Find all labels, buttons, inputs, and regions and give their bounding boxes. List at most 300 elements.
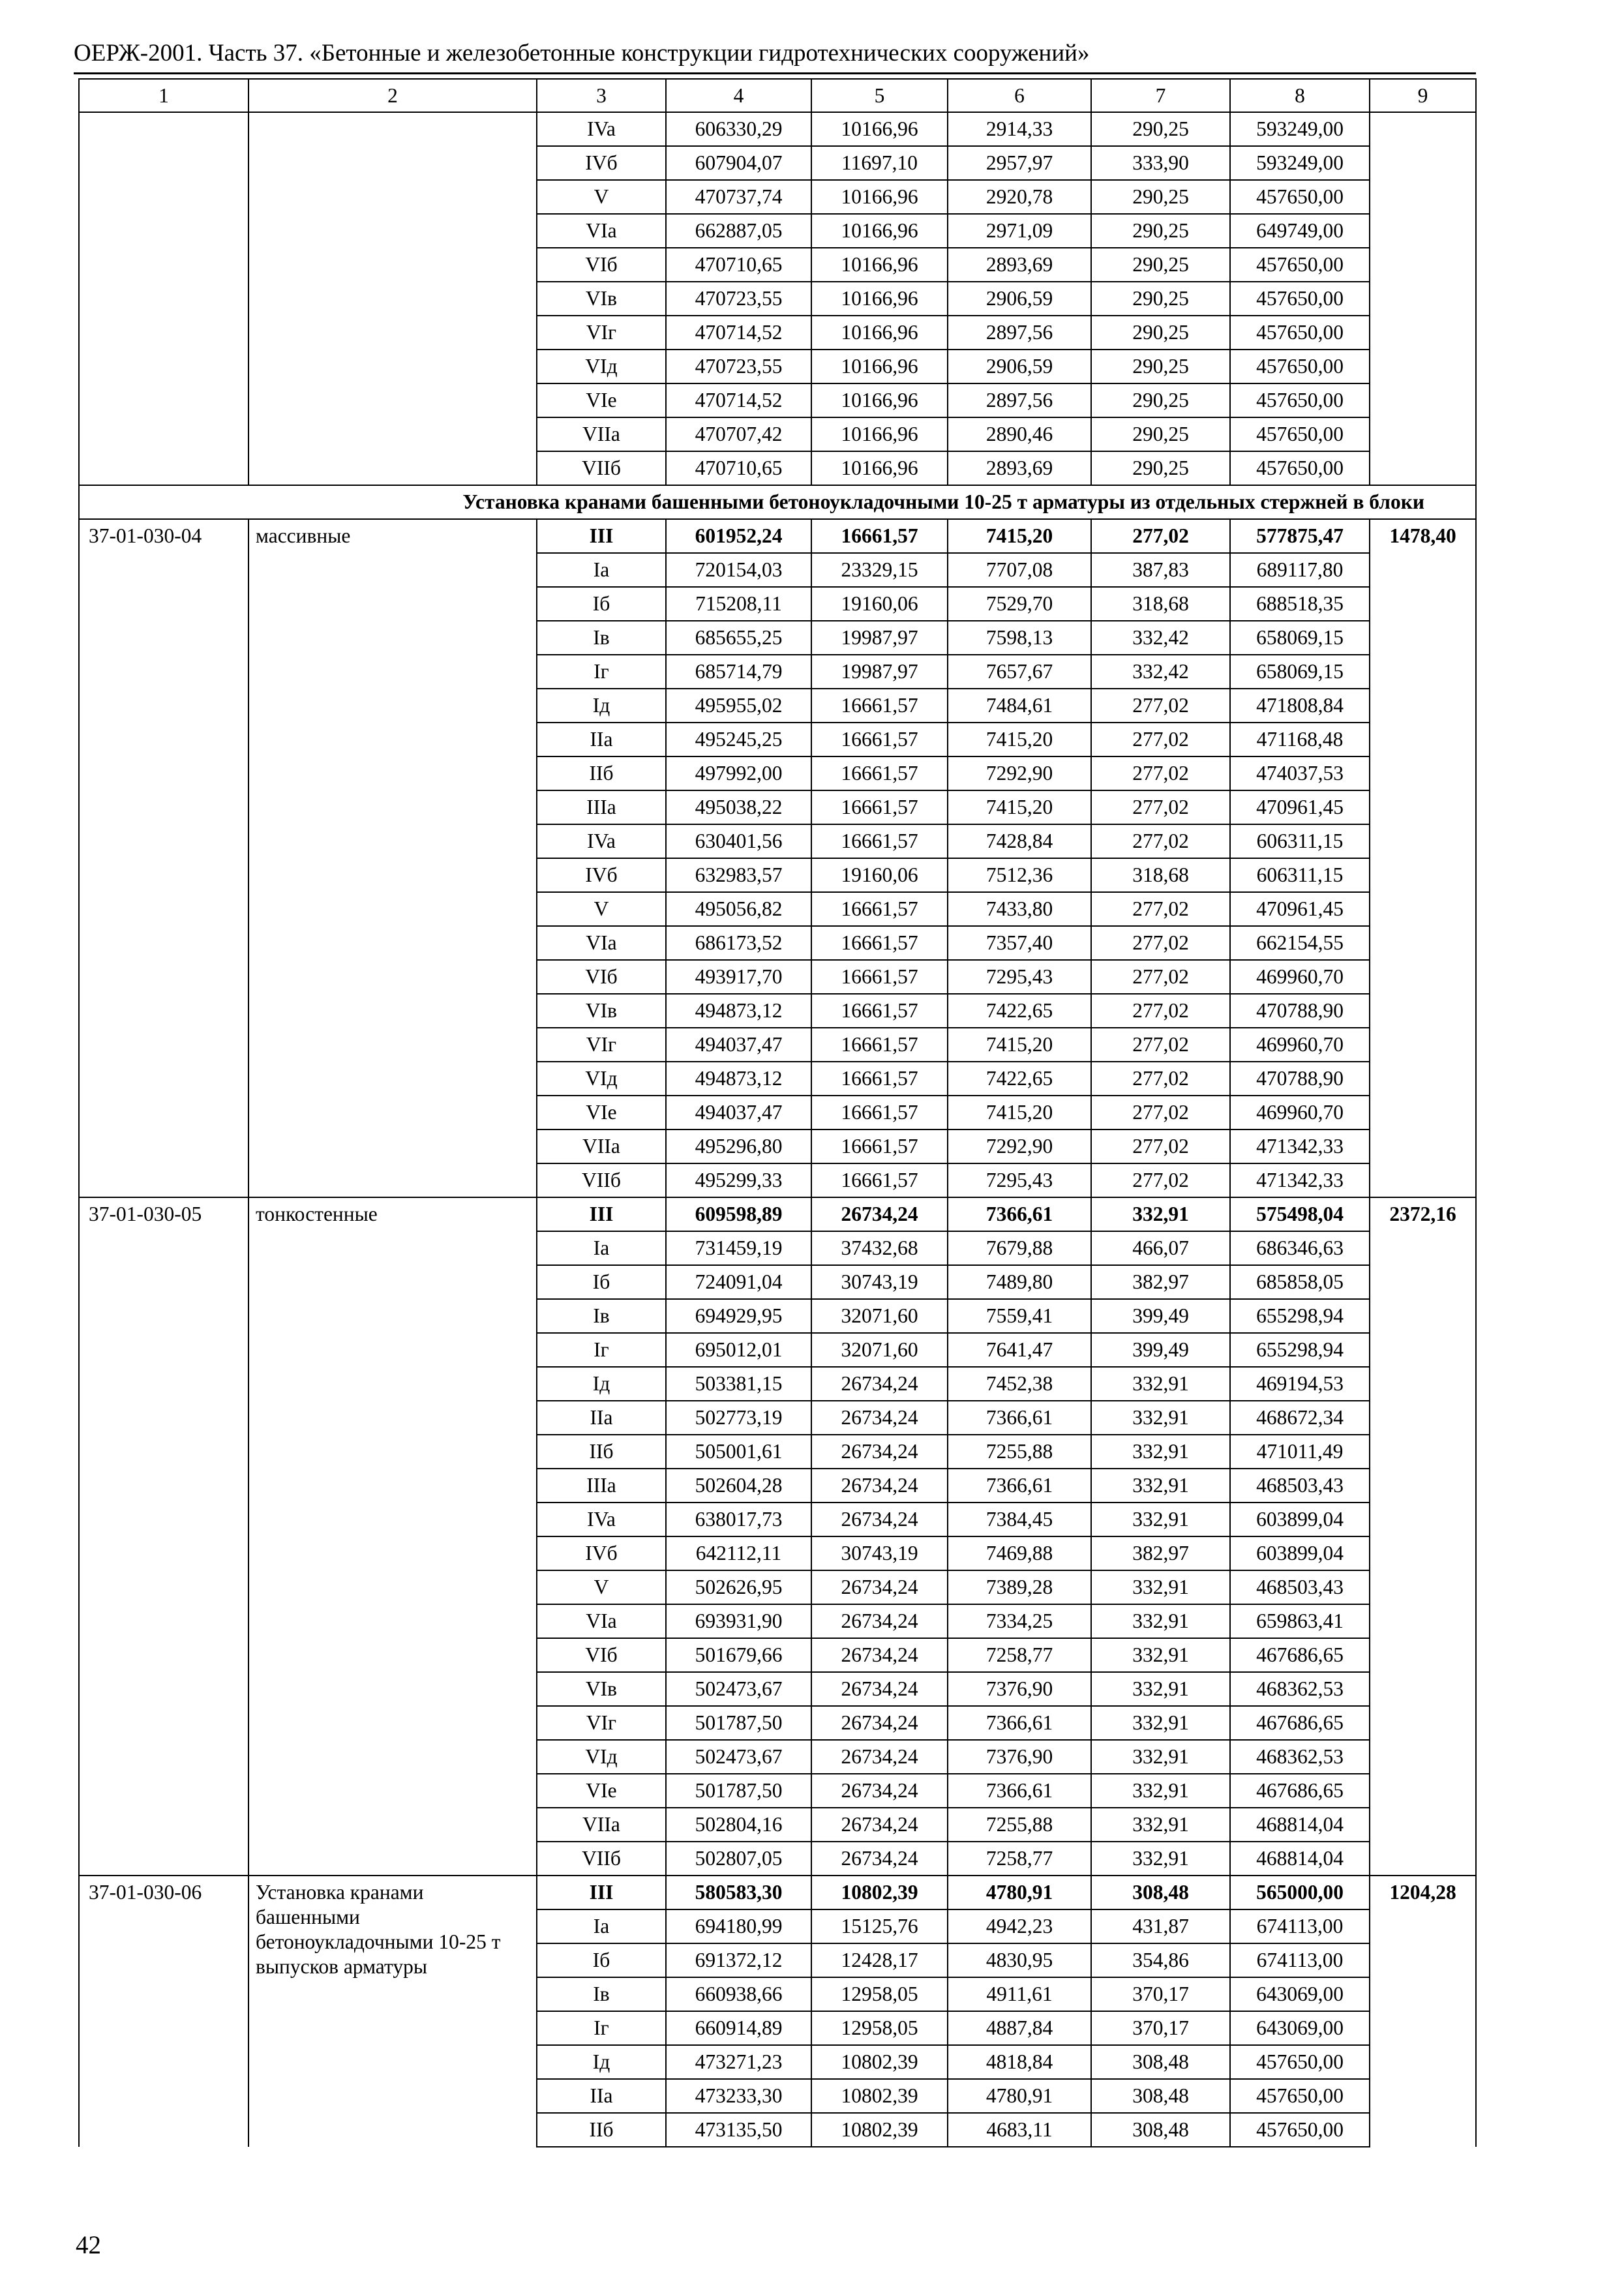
- value-cell: 470710,65: [666, 451, 811, 485]
- zone-cell: Iд: [537, 2045, 666, 2079]
- description-cell: Установка кранами башенными бетоноукладочными 10-25 т выпусков арматуры: [248, 1876, 537, 2147]
- value-cell: 471011,49: [1230, 1435, 1370, 1469]
- value-cell: 2897,56: [948, 316, 1091, 350]
- value-cell: 7366,61: [948, 1401, 1091, 1435]
- zone-cell: Ia: [537, 1231, 666, 1265]
- column-number-cell: 5: [811, 79, 948, 112]
- zone-cell: VIIa: [537, 417, 666, 451]
- value-cell: 457650,00: [1230, 180, 1370, 214]
- value-cell: 501679,66: [666, 1638, 811, 1672]
- page-header: ОЕРЖ-2001. Часть 37. «Бетонные и железобетонные конструкции гидротехнических сооружений»: [74, 40, 1090, 67]
- value-cell: 7641,47: [948, 1333, 1091, 1367]
- value-cell: 575498,04: [1230, 1197, 1370, 1231]
- value-cell: 10802,39: [811, 2113, 948, 2147]
- value-cell: 16661,57: [811, 1163, 948, 1197]
- value-cell: 16661,57: [811, 960, 948, 994]
- value-cell: 7255,88: [948, 1808, 1091, 1842]
- value-cell: 16661,57: [811, 824, 948, 858]
- zone-cell: III: [537, 1876, 666, 1909]
- value-cell: 470714,52: [666, 383, 811, 417]
- value-cell: 26734,24: [811, 1197, 948, 1231]
- value-cell: 332,91: [1091, 1638, 1230, 1672]
- value-cell: 7469,88: [948, 1536, 1091, 1570]
- value-cell: 685858,05: [1230, 1265, 1370, 1299]
- zone-cell: VIIб: [537, 451, 666, 485]
- zone-cell: VIe: [537, 1096, 666, 1130]
- value-cell: 12428,17: [811, 1943, 948, 1977]
- value-cell: 308,48: [1091, 2045, 1230, 2079]
- value-cell: 457650,00: [1230, 282, 1370, 316]
- zone-cell: VIг: [537, 1028, 666, 1062]
- value-cell: 382,97: [1091, 1265, 1230, 1299]
- value-cell: 399,49: [1091, 1333, 1230, 1367]
- value-cell: 19987,97: [811, 621, 948, 655]
- value-cell: 468503,43: [1230, 1469, 1370, 1503]
- page-number: 42: [76, 2231, 101, 2259]
- value-cell: 7559,41: [948, 1299, 1091, 1333]
- value-cell: 7598,13: [948, 621, 1091, 655]
- zone-cell: IIa: [537, 2079, 666, 2113]
- value-cell: 7452,38: [948, 1367, 1091, 1401]
- value-cell: 19160,06: [811, 587, 948, 621]
- value-cell: 655298,94: [1230, 1333, 1370, 1367]
- price-table: [78, 78, 1477, 2147]
- zone-cell: Iв: [537, 1977, 666, 2011]
- value-cell: 593249,00: [1230, 146, 1370, 180]
- value-cell: 26734,24: [811, 1774, 948, 1808]
- zone-cell: IIб: [537, 1435, 666, 1469]
- zone-cell: IIIa: [537, 790, 666, 824]
- value-cell: 470788,90: [1230, 994, 1370, 1028]
- value-cell: 7255,88: [948, 1435, 1091, 1469]
- value-cell: 32071,60: [811, 1333, 948, 1367]
- section-title: Установка кранами башенными бетоноукладочными 10-25 т арматуры из отдельных стержней в блоки: [79, 485, 1476, 519]
- value-cell: 609598,89: [666, 1197, 811, 1231]
- value-cell: 277,02: [1091, 994, 1230, 1028]
- value-cell: 603899,04: [1230, 1503, 1370, 1536]
- value-cell: 7484,61: [948, 689, 1091, 723]
- value-cell: 7415,20: [948, 519, 1091, 553]
- value-cell: 2957,97: [948, 146, 1091, 180]
- value-cell: 470961,45: [1230, 892, 1370, 926]
- value-cell: 720154,03: [666, 553, 811, 587]
- value-cell: 457650,00: [1230, 383, 1370, 417]
- column-number-cell: 2: [248, 79, 537, 112]
- value-cell: 26734,24: [811, 1401, 948, 1435]
- value-cell: 7707,08: [948, 553, 1091, 587]
- value-cell: 19160,06: [811, 858, 948, 892]
- zone-cell: VIб: [537, 248, 666, 282]
- zone-cell: VIIa: [537, 1808, 666, 1842]
- description-cell: тонкостенные: [248, 1197, 537, 1876]
- value-cell: 7415,20: [948, 723, 1091, 756]
- value-cell: 7366,61: [948, 1774, 1091, 1808]
- value-cell: 7428,84: [948, 824, 1091, 858]
- value-cell: 565000,00: [1230, 1876, 1370, 1909]
- value-cell: 658069,15: [1230, 621, 1370, 655]
- value-cell: 691372,12: [666, 1943, 811, 1977]
- value-cell: 370,17: [1091, 2011, 1230, 2045]
- table-row: [79, 519, 1476, 553]
- value-cell: 493917,70: [666, 960, 811, 994]
- value-cell: 16661,57: [811, 926, 948, 960]
- value-cell: 685714,79: [666, 655, 811, 689]
- code-cell: 37-01-030-04: [79, 519, 248, 1197]
- value-cell: 332,91: [1091, 1604, 1230, 1638]
- description-cell: [248, 112, 537, 485]
- zone-cell: VIIa: [537, 1130, 666, 1163]
- value-cell: 332,91: [1091, 1435, 1230, 1469]
- zone-cell: VIa: [537, 926, 666, 960]
- value-cell: 16661,57: [811, 1096, 948, 1130]
- value-cell: 685655,25: [666, 621, 811, 655]
- zone-cell: VIд: [537, 1062, 666, 1096]
- value-cell: 457650,00: [1230, 2045, 1370, 2079]
- value-cell: 457650,00: [1230, 417, 1370, 451]
- value-cell: 593249,00: [1230, 112, 1370, 146]
- value-cell: 659863,41: [1230, 1604, 1370, 1638]
- value-cell: 643069,00: [1230, 2011, 1370, 2045]
- value-cell: 37432,68: [811, 1231, 948, 1265]
- value-cell: 474037,53: [1230, 756, 1370, 790]
- value-cell: 332,91: [1091, 1672, 1230, 1706]
- value-cell: 332,91: [1091, 1842, 1230, 1876]
- value-cell: 603899,04: [1230, 1536, 1370, 1570]
- value-cell: 649749,00: [1230, 214, 1370, 248]
- value-cell: 662154,55: [1230, 926, 1370, 960]
- value-cell: 686173,52: [666, 926, 811, 960]
- value-cell: 715208,11: [666, 587, 811, 621]
- value-cell: 470723,55: [666, 350, 811, 383]
- zone-cell: VIa: [537, 1604, 666, 1638]
- value-cell: 473271,23: [666, 2045, 811, 2079]
- value-cell: 7389,28: [948, 1570, 1091, 1604]
- zone-cell: Iг: [537, 2011, 666, 2045]
- value-cell: 495245,25: [666, 723, 811, 756]
- value-cell: 7384,45: [948, 1503, 1091, 1536]
- value-cell: 382,97: [1091, 1536, 1230, 1570]
- value-cell: 26734,24: [811, 1638, 948, 1672]
- zone-cell: IVa: [537, 1503, 666, 1536]
- value-cell: 10166,96: [811, 316, 948, 350]
- value-cell: 7295,43: [948, 960, 1091, 994]
- column-number-cell: 3: [537, 79, 666, 112]
- value-cell: 4683,11: [948, 2113, 1091, 2147]
- value-cell: 607904,07: [666, 146, 811, 180]
- value-cell: 15125,76: [811, 1909, 948, 1943]
- header-rule: [74, 72, 1476, 74]
- value-cell: 7295,43: [948, 1163, 1091, 1197]
- value-cell: 16661,57: [811, 1130, 948, 1163]
- value-cell: 7366,61: [948, 1469, 1091, 1503]
- value-cell: 469960,70: [1230, 1096, 1370, 1130]
- value-cell: 7366,61: [948, 1197, 1091, 1231]
- value-cell: 333,90: [1091, 146, 1230, 180]
- value-cell: 457650,00: [1230, 2079, 1370, 2113]
- value-cell: 4818,84: [948, 2045, 1091, 2079]
- value-cell: 467686,65: [1230, 1706, 1370, 1740]
- value-cell: 2893,69: [948, 451, 1091, 485]
- value-cell: 7357,40: [948, 926, 1091, 960]
- value-cell: 16661,57: [811, 1062, 948, 1096]
- value-cell: 290,25: [1091, 214, 1230, 248]
- section-title-row: [79, 485, 1476, 519]
- value-cell: 12958,05: [811, 2011, 948, 2045]
- zone-cell: VIд: [537, 350, 666, 383]
- value-cell: 387,83: [1091, 553, 1230, 587]
- zone-cell: IIIa: [537, 1469, 666, 1503]
- value-cell: 431,87: [1091, 1909, 1230, 1943]
- zone-cell: VIe: [537, 383, 666, 417]
- value-cell: 318,68: [1091, 858, 1230, 892]
- value-cell: 10166,96: [811, 248, 948, 282]
- value-cell: 2906,59: [948, 350, 1091, 383]
- value-cell: 10166,96: [811, 417, 948, 451]
- zone-cell: VIг: [537, 316, 666, 350]
- value-cell: 470788,90: [1230, 1062, 1370, 1096]
- value-cell: 26734,24: [811, 1672, 948, 1706]
- value-cell: 32071,60: [811, 1299, 948, 1333]
- value-cell: 471168,48: [1230, 723, 1370, 756]
- zone-cell: Iв: [537, 621, 666, 655]
- value-cell: 502773,19: [666, 1401, 811, 1435]
- zone-cell: Iб: [537, 587, 666, 621]
- value-cell: 501787,50: [666, 1706, 811, 1740]
- value-cell: 2897,56: [948, 383, 1091, 417]
- value-cell: 4911,61: [948, 1977, 1091, 2011]
- value-cell: 7657,67: [948, 655, 1091, 689]
- value-cell: 10166,96: [811, 383, 948, 417]
- zone-cell: Iд: [537, 1367, 666, 1401]
- value-cell: 494037,47: [666, 1096, 811, 1130]
- zone-cell: VIe: [537, 1774, 666, 1808]
- zone-cell: Iг: [537, 655, 666, 689]
- value-cell: 7376,90: [948, 1740, 1091, 1774]
- value-cell: 16661,57: [811, 892, 948, 926]
- zone-cell: Iг: [537, 1333, 666, 1367]
- value-cell: 12958,05: [811, 1977, 948, 2011]
- value-cell: 277,02: [1091, 689, 1230, 723]
- value-cell: 457650,00: [1230, 350, 1370, 383]
- value-cell: 16661,57: [811, 790, 948, 824]
- value-cell: 457650,00: [1230, 2113, 1370, 2147]
- value-cell: 470707,42: [666, 417, 811, 451]
- value-cell: 7292,90: [948, 1130, 1091, 1163]
- value-cell: 7489,80: [948, 1265, 1091, 1299]
- value-cell: 502473,67: [666, 1740, 811, 1774]
- value-cell: 16661,57: [811, 723, 948, 756]
- value-cell: 724091,04: [666, 1265, 811, 1299]
- zone-cell: IVб: [537, 146, 666, 180]
- zone-cell: Iв: [537, 1299, 666, 1333]
- zone-cell: IVб: [537, 1536, 666, 1570]
- zone-cell: Ia: [537, 1909, 666, 1943]
- code-cell: [79, 112, 248, 485]
- zone-cell: VIг: [537, 1706, 666, 1740]
- zone-cell: IVa: [537, 824, 666, 858]
- table-body: [79, 79, 1476, 2147]
- value-cell: 19987,97: [811, 655, 948, 689]
- description-cell: массивные: [248, 519, 537, 1197]
- value-cell: 4942,23: [948, 1909, 1091, 1943]
- value-cell: 457650,00: [1230, 451, 1370, 485]
- value-cell: 502807,05: [666, 1842, 811, 1876]
- value-cell: 332,91: [1091, 1367, 1230, 1401]
- value-cell: 688518,35: [1230, 587, 1370, 621]
- value-cell: 4780,91: [948, 1876, 1091, 1909]
- value-cell: 7433,80: [948, 892, 1091, 926]
- value-cell: 494037,47: [666, 1028, 811, 1062]
- zone-cell: VIв: [537, 994, 666, 1028]
- value-cell: 26734,24: [811, 1604, 948, 1638]
- zone-cell: VIв: [537, 1672, 666, 1706]
- value-cell: 26734,24: [811, 1469, 948, 1503]
- zone-cell: Iд: [537, 689, 666, 723]
- value-cell: 494873,12: [666, 994, 811, 1028]
- value-cell: 26734,24: [811, 1842, 948, 1876]
- value-cell: 731459,19: [666, 1231, 811, 1265]
- value-cell: 332,42: [1091, 621, 1230, 655]
- column-number-cell: 6: [948, 79, 1091, 112]
- value-cell: 308,48: [1091, 1876, 1230, 1909]
- value-cell: 468814,04: [1230, 1808, 1370, 1842]
- column-number-row: [79, 79, 1476, 112]
- value-cell: 658069,15: [1230, 655, 1370, 689]
- table-row: [79, 1876, 1476, 1909]
- value-cell: 468672,34: [1230, 1401, 1370, 1435]
- value-cell: 26734,24: [811, 1706, 948, 1740]
- value-cell: 277,02: [1091, 1096, 1230, 1130]
- zone-cell: V: [537, 180, 666, 214]
- value-cell: 290,25: [1091, 350, 1230, 383]
- value-cell: 23329,15: [811, 553, 948, 587]
- value-cell: 502604,28: [666, 1469, 811, 1503]
- value-cell: 7415,20: [948, 1028, 1091, 1062]
- value-cell: 332,91: [1091, 1808, 1230, 1842]
- value-cell: 4887,84: [948, 2011, 1091, 2045]
- value-cell: 16661,57: [811, 756, 948, 790]
- value-cell: 277,02: [1091, 824, 1230, 858]
- value-cell: 370,17: [1091, 1977, 1230, 2011]
- value-cell: 332,91: [1091, 1401, 1230, 1435]
- value-cell: 290,25: [1091, 316, 1230, 350]
- value-cell: 467686,65: [1230, 1638, 1370, 1672]
- value-cell: 7258,77: [948, 1842, 1091, 1876]
- value-cell: 10802,39: [811, 2079, 948, 2113]
- value-cell: 473135,50: [666, 2113, 811, 2147]
- value-cell: 660914,89: [666, 2011, 811, 2045]
- value-cell: 470710,65: [666, 248, 811, 282]
- zone-cell: V: [537, 1570, 666, 1604]
- value-cell: 332,91: [1091, 1503, 1230, 1536]
- value-cell: 26734,24: [811, 1570, 948, 1604]
- value-cell: 354,86: [1091, 1943, 1230, 1977]
- zone-cell: V: [537, 892, 666, 926]
- value-cell: 466,07: [1091, 1231, 1230, 1265]
- value-cell: 694180,99: [666, 1909, 811, 1943]
- value-cell: 7422,65: [948, 1062, 1091, 1096]
- zone-cell: VIa: [537, 214, 666, 248]
- table-row: [79, 112, 1476, 146]
- value-cell: 277,02: [1091, 926, 1230, 960]
- value-cell: 473233,30: [666, 2079, 811, 2113]
- value-cell: 277,02: [1091, 892, 1230, 926]
- value-cell: 457650,00: [1230, 316, 1370, 350]
- value-cell: 277,02: [1091, 1062, 1230, 1096]
- zone-cell: Iб: [537, 1265, 666, 1299]
- column-number-cell: 7: [1091, 79, 1230, 112]
- value-cell: 7529,70: [948, 587, 1091, 621]
- code-cell: 37-01-030-05: [79, 1197, 248, 1876]
- value-cell: 7366,61: [948, 1706, 1091, 1740]
- value-cell: 470723,55: [666, 282, 811, 316]
- value-cell: 277,02: [1091, 790, 1230, 824]
- value-cell: 471342,33: [1230, 1130, 1370, 1163]
- value-cell: 469960,70: [1230, 960, 1370, 994]
- value-cell: 662887,05: [666, 214, 811, 248]
- value-cell: 495955,02: [666, 689, 811, 723]
- value-cell: 674113,00: [1230, 1909, 1370, 1943]
- value-cell: 332,91: [1091, 1774, 1230, 1808]
- value-cell: 16661,57: [811, 994, 948, 1028]
- value-cell: 16661,57: [811, 519, 948, 553]
- value-cell: 290,25: [1091, 383, 1230, 417]
- value-cell: 495299,33: [666, 1163, 811, 1197]
- value-cell: 4780,91: [948, 2079, 1091, 2113]
- value-cell: 308,48: [1091, 2079, 1230, 2113]
- value-cell: 332,91: [1091, 1570, 1230, 1604]
- value-cell: 277,02: [1091, 756, 1230, 790]
- value-cell: 693931,90: [666, 1604, 811, 1638]
- value-cell: 290,25: [1091, 282, 1230, 316]
- value-cell: 277,02: [1091, 519, 1230, 553]
- value-cell: 502473,67: [666, 1672, 811, 1706]
- value-cell: 471342,33: [1230, 1163, 1370, 1197]
- value-cell: 694929,95: [666, 1299, 811, 1333]
- zone-cell: VIб: [537, 1638, 666, 1672]
- value-cell: 16661,57: [811, 1028, 948, 1062]
- total-cell: 1204,28: [1370, 1876, 1476, 2147]
- value-cell: 290,25: [1091, 112, 1230, 146]
- value-cell: 630401,56: [666, 824, 811, 858]
- value-cell: 277,02: [1091, 1130, 1230, 1163]
- value-cell: 643069,00: [1230, 1977, 1370, 2011]
- value-cell: 660938,66: [666, 1977, 811, 2011]
- value-cell: 332,91: [1091, 1469, 1230, 1503]
- value-cell: 26734,24: [811, 1740, 948, 1774]
- value-cell: 501787,50: [666, 1774, 811, 1808]
- value-cell: 7512,36: [948, 858, 1091, 892]
- value-cell: 332,42: [1091, 655, 1230, 689]
- value-cell: 638017,73: [666, 1503, 811, 1536]
- value-cell: 26734,24: [811, 1367, 948, 1401]
- value-cell: 30743,19: [811, 1265, 948, 1299]
- value-cell: 4830,95: [948, 1943, 1091, 1977]
- value-cell: 467686,65: [1230, 1774, 1370, 1808]
- column-number-cell: 4: [666, 79, 811, 112]
- value-cell: 503381,15: [666, 1367, 811, 1401]
- value-cell: 290,25: [1091, 248, 1230, 282]
- total-cell: 1478,40: [1370, 519, 1476, 1197]
- table-row: [79, 1197, 1476, 1231]
- value-cell: 606330,29: [666, 112, 811, 146]
- value-cell: 495056,82: [666, 892, 811, 926]
- code-cell: 37-01-030-06: [79, 1876, 248, 2147]
- value-cell: 601952,24: [666, 519, 811, 553]
- value-cell: 674113,00: [1230, 1943, 1370, 1977]
- value-cell: 494873,12: [666, 1062, 811, 1096]
- value-cell: 470714,52: [666, 316, 811, 350]
